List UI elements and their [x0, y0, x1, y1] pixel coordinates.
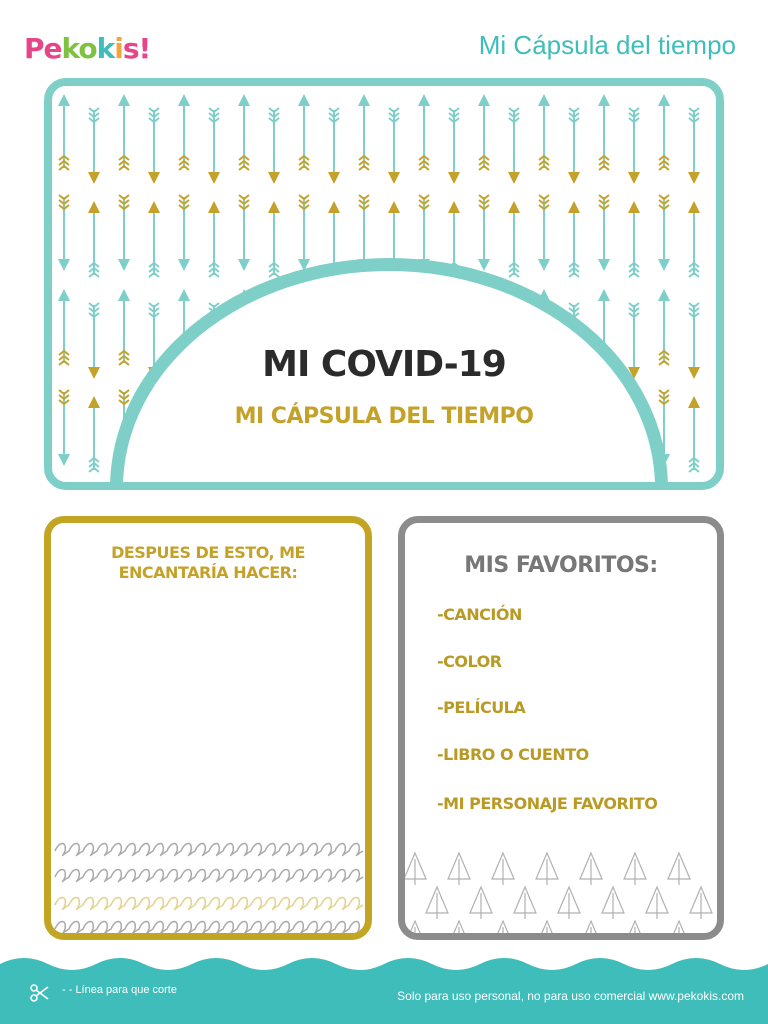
- arrow-pattern-mark: [358, 94, 370, 170]
- page-title: Mi Cápsula del tiempo: [478, 30, 736, 60]
- favorites-card: [398, 516, 724, 940]
- arrow-pattern-mark: [568, 108, 580, 184]
- tree-mark: [624, 921, 646, 940]
- footer-note: Solo para uso personal, no para uso comercial www.pekokis.com: [397, 989, 744, 1003]
- arrow-pattern-mark: [658, 94, 670, 170]
- arrow-pattern-mark: [58, 94, 70, 170]
- arrow-pattern-mark: [448, 108, 460, 184]
- arrow-pattern-mark: [688, 108, 700, 184]
- arrow-pattern-mark: [88, 108, 100, 184]
- arrow-pattern-mark: [328, 108, 340, 184]
- activities-heading-line2: ENCANTARÍA HACER:: [118, 563, 298, 582]
- loop-line: [55, 922, 363, 934]
- tree-mark: [624, 853, 646, 885]
- tree-mark: [690, 887, 712, 919]
- tree-mark: [536, 921, 558, 940]
- arrow-pattern-mark: [418, 94, 430, 170]
- logo: Pekokis!: [24, 32, 151, 65]
- arrow-pattern-mark: [58, 195, 70, 271]
- hero-panel: [44, 78, 724, 490]
- loop-line: [55, 870, 363, 882]
- favorite-item-character: -MI PERSONAJE FAVORITO: [437, 794, 658, 813]
- arrow-pattern-mark: [208, 201, 220, 277]
- arrow-pattern-mark: [568, 201, 580, 277]
- tree-mark: [580, 853, 602, 885]
- tree-mark: [448, 921, 470, 940]
- tree-mark: [405, 921, 426, 940]
- arrow-pattern-mark: [148, 108, 160, 184]
- tree-mark: [514, 887, 536, 919]
- arrow-pattern-mark: [298, 195, 310, 271]
- arrow-pattern-mark: [238, 94, 250, 170]
- tree-mark: [668, 921, 690, 940]
- arrow-pattern-mark: [538, 195, 550, 271]
- favorites-heading: MIS FAVORITOS:: [464, 553, 658, 578]
- tree-mark: [580, 921, 602, 940]
- arrow-pattern-mark: [388, 108, 400, 184]
- tree-mark: [448, 853, 470, 885]
- loop-line: [55, 898, 363, 910]
- arrow-pattern-mark: [598, 94, 610, 170]
- arrow-pattern-mark: [658, 195, 670, 271]
- tree-mark: [558, 887, 580, 919]
- tree-mark: [492, 853, 514, 885]
- tree-mark: [405, 853, 426, 885]
- arrow-pattern-mark: [178, 195, 190, 271]
- arrow-pattern-mark: [598, 195, 610, 271]
- loop-line: [55, 844, 363, 856]
- arrow-pattern-mark: [268, 108, 280, 184]
- arrow-pattern-mark: [298, 94, 310, 170]
- arrow-pattern-mark: [118, 94, 130, 170]
- arrow-pattern-mark: [628, 108, 640, 184]
- arrow-pattern-mark: [508, 108, 520, 184]
- arrow-pattern-mark: [688, 201, 700, 277]
- arrow-pattern-mark: [148, 201, 160, 277]
- favorite-item-movie: -PELÍCULA: [437, 698, 526, 717]
- tree-mark: [668, 853, 690, 885]
- activities-heading-line1: DESPUES DE ESTO, ME: [111, 543, 305, 562]
- tree-mark: [602, 887, 624, 919]
- activities-heading: [51, 543, 365, 583]
- arrow-pattern-mark: [178, 94, 190, 170]
- hero-title: MI COVID-19: [262, 344, 506, 385]
- arrow-pattern-mark: [508, 201, 520, 277]
- scissors-icon: [30, 984, 50, 1002]
- favorite-item-song: -CANCIÓN: [437, 605, 522, 624]
- arrow-pattern-mark: [208, 108, 220, 184]
- arrow-pattern-mark: [538, 94, 550, 170]
- loop-pattern: [51, 833, 365, 940]
- tree-mark: [492, 921, 514, 940]
- favorite-item-color: -COLOR: [437, 652, 502, 671]
- arrow-pattern-mark: [478, 94, 490, 170]
- tree-mark: [470, 887, 492, 919]
- tree-mark: [646, 887, 668, 919]
- favorite-item-book: -LIBRO O CUENTO: [437, 745, 589, 764]
- tree-mark: [426, 887, 448, 919]
- tree-pattern: [405, 845, 717, 940]
- arrow-pattern-mark: [118, 195, 130, 271]
- tree-mark: [536, 853, 558, 885]
- arrow-pattern-mark: [238, 195, 250, 271]
- arrow-pattern-mark: [268, 201, 280, 277]
- arrow-pattern-mark: [88, 201, 100, 277]
- activities-card: [44, 516, 372, 940]
- cut-line-label: - - Línea para que corte: [62, 984, 177, 996]
- arrow-pattern-mark: [628, 201, 640, 277]
- arrow-pattern-mark: [478, 195, 490, 271]
- hero-subtitle: MI CÁPSULA DEL TIEMPO: [234, 404, 534, 429]
